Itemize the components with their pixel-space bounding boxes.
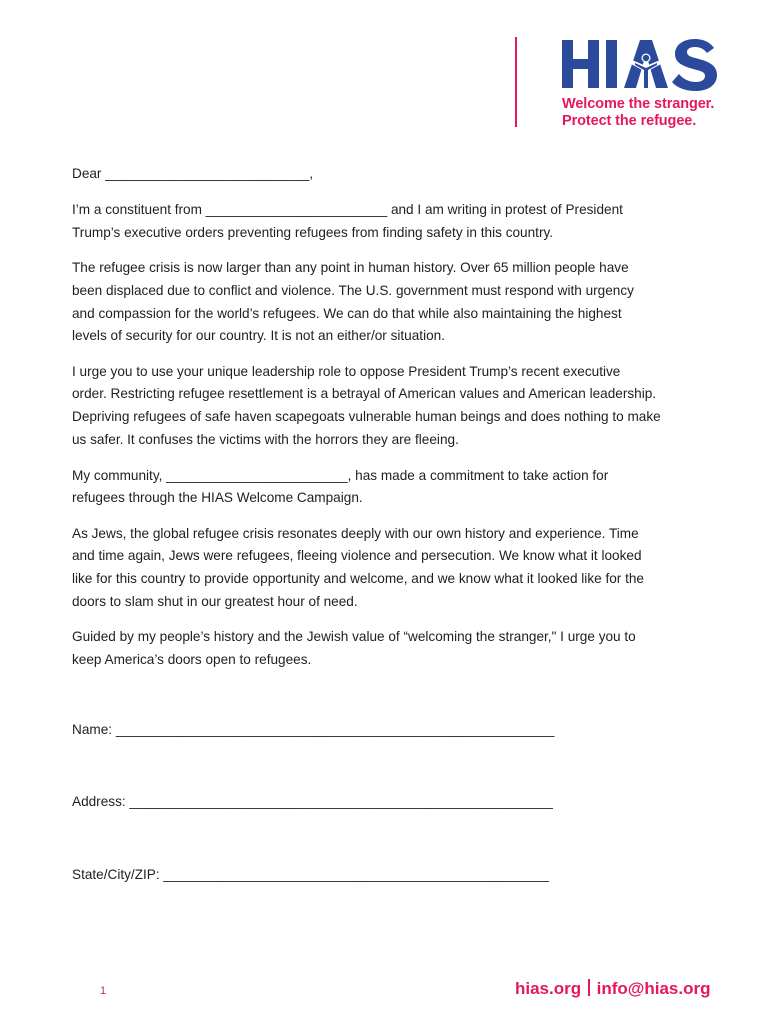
hias-logo bbox=[562, 36, 724, 92]
paragraph-2-line-1: The refugee crisis is now larger than any point in human history. Over 65 million people have bbox=[72, 260, 629, 275]
paragraph-3-line-2: order. Restricting refugee resettlement is a betrayal of American values and American leadership. bbox=[72, 386, 657, 401]
email-link[interactable]: info@hias.org bbox=[596, 979, 711, 998]
header-divider bbox=[515, 37, 517, 127]
paragraph-5-line-1: As Jews, the global refugee crisis resonates deeply with our own history and experience. Time bbox=[72, 526, 639, 541]
footer-divider bbox=[588, 979, 590, 996]
paragraph-4-line-2: refugees through the HIAS Welcome Campaign. bbox=[72, 490, 363, 505]
brand-tagline bbox=[562, 96, 762, 130]
paragraph-4-line-1: My community, ________________________, has made a commitment to take action for bbox=[72, 468, 609, 483]
paragraph-3-line-4: us safer. It confuses the victims with the horrors they are fleeing. bbox=[72, 432, 459, 447]
paragraph-1-line-1: I’m a constituent from ________________________ and I am writing in protest of President bbox=[72, 202, 623, 217]
hias-logo-graphic bbox=[562, 36, 724, 92]
paragraph-6-line-2: keep America’s doors open to refugees. bbox=[72, 652, 312, 667]
paragraph-5-line-3: like for this country to provide opportunity and welcome, and we know what it looked like for the bbox=[72, 571, 644, 586]
name-field[interactable]: Name: __________________________________________________________ bbox=[72, 722, 555, 737]
footer-contact bbox=[515, 979, 710, 999]
tagline-line-1: Welcome the stranger. bbox=[562, 96, 715, 112]
paragraph-2-line-3: and compassion for the world’s refugees. We can do that while also maintaining the highest bbox=[72, 306, 622, 321]
tagline-line-2: Protect the refugee. bbox=[562, 113, 697, 129]
paragraph-3-line-3: Depriving refugees of safe haven scapegoats vulnerable human beings and does nothing to make bbox=[72, 409, 661, 424]
paragraph-1-line-2: Trump’s executive orders preventing refugees from finding safety in this country. bbox=[72, 225, 554, 240]
salutation: Dear ___________________________, bbox=[72, 166, 314, 181]
address-field[interactable]: Address: ________________________________________________________ bbox=[72, 794, 553, 809]
paragraph-2-line-4: levels of security for our country. It is not an either/or situation. bbox=[72, 328, 445, 343]
website-link[interactable]: hias.org bbox=[515, 979, 582, 998]
paragraph-6-line-1: Guided by my people’s history and the Jewish value of “welcoming the stranger," I urge you to bbox=[72, 629, 636, 644]
state-city-zip-field[interactable]: State/City/ZIP: ___________________________________________________ bbox=[72, 867, 549, 882]
paragraph-2-line-2: been displaced due to conflict and violence. The U.S. government must respond with urgency bbox=[72, 283, 634, 298]
paragraph-5-line-4: doors to slam shut in our greatest hour of need. bbox=[72, 594, 358, 609]
paragraph-5-line-2: and time again, Jews were refugees, fleeing violence and persecution. We know what it looked bbox=[72, 548, 642, 563]
paragraph-3-line-1: I urge you to use your unique leadership role to oppose President Trump’s recent executive bbox=[72, 364, 621, 379]
page-number: 1 bbox=[100, 985, 107, 997]
